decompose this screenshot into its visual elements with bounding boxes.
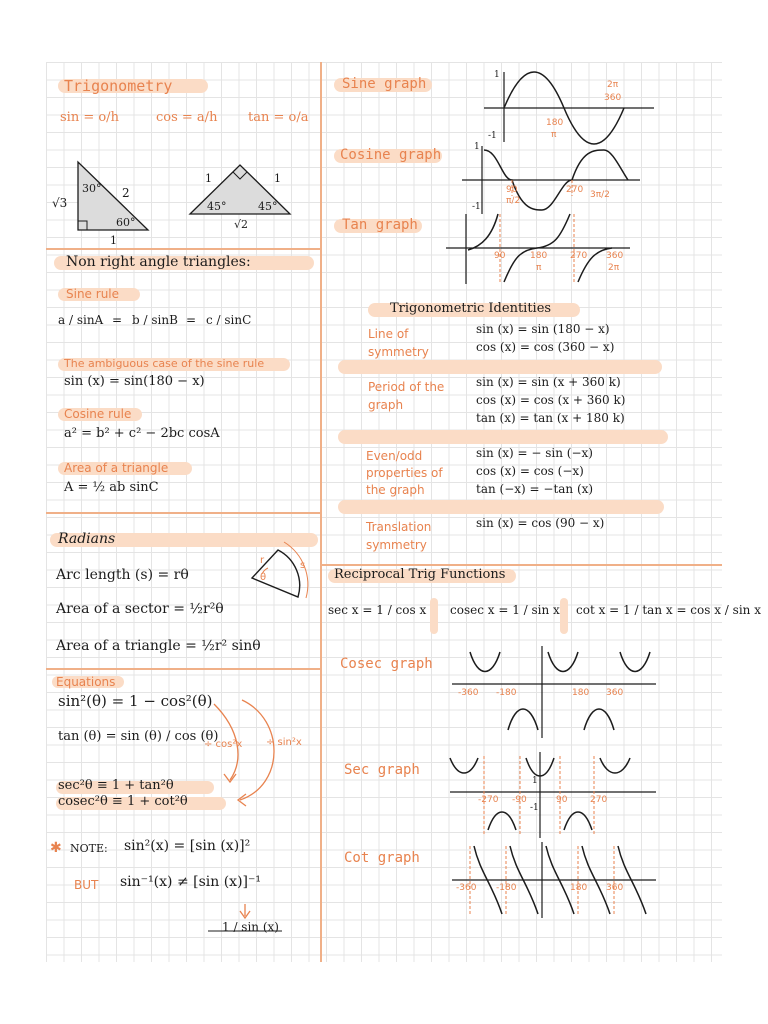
cosec-tick-2: -180 (496, 688, 517, 698)
tan-90: 90 (494, 251, 506, 261)
identity-row-2-line-2: cos (x) = cos (x + 360 k) (476, 393, 626, 407)
sine-rule-title: Sine rule (66, 287, 120, 301)
sec-minus-one: -1 (530, 803, 539, 813)
radians-title: Radians (58, 531, 116, 547)
cosec-tick-1: -360 (458, 688, 479, 698)
eq-1: = (112, 313, 123, 327)
cosine-rule-title: Cosine rule (64, 407, 132, 421)
sine-1: 1 (494, 70, 500, 80)
side-root3: √3 (52, 196, 68, 210)
result-fraction: 1 / sin (x) (222, 920, 279, 934)
cot-tick-1: -360 (456, 883, 477, 893)
angle-45-left: 45° (207, 200, 227, 213)
area-title: Area of a triangle (64, 461, 169, 475)
identity-row-3-line-3: tan (−x) = −tan (x) (476, 482, 594, 496)
area-eq: A = ½ ab sinC (64, 480, 159, 495)
identity-2: tan (θ) = sin (θ) / cos (θ) (58, 729, 219, 744)
identity-row-4-line-1: sin (x) = cos (90 − x) (476, 516, 605, 530)
tri2-left-1: 1 (205, 172, 212, 185)
tri2-right-1: 1 (274, 172, 281, 185)
identity-row-3-label: Even/odd properties of the graph (366, 449, 443, 497)
cos-1: 1 (474, 142, 480, 152)
identity-row-3-line-1: sin (x) = − sin (−x) (476, 446, 593, 460)
identity-sec: sec²θ ≡ 1 + tan²θ (58, 778, 174, 793)
equations-title: Equations (56, 675, 116, 689)
identity-row-2-line-3: tan (x) = tan (x + 180 k) (476, 411, 625, 425)
identity-row-3-line-2: cos (x) = cos (−x) (476, 464, 584, 478)
sector-theta: θ (260, 572, 267, 583)
cos-270: 270 (566, 185, 584, 195)
sine-graph-title: Sine graph (342, 76, 427, 92)
cosec-graph-title: Cosec graph (340, 656, 433, 672)
sine-180: 180 (546, 118, 564, 128)
sec-one: 1 (532, 776, 538, 786)
cosec-tick-4: 360 (606, 688, 624, 698)
tan-graph-title: Tan graph (342, 217, 418, 233)
tan-2pi: 2π (608, 263, 620, 273)
arc-length: Arc length (s) = rθ (56, 567, 189, 583)
sec-graph-title: Sec graph (344, 762, 420, 778)
cot-tick-4: 360 (606, 883, 624, 893)
tan-270: 270 (570, 251, 588, 261)
sine-rule-b: b / sinB (132, 313, 178, 327)
divide-cos: ÷ cos²x (204, 739, 243, 750)
sec-tick-1: -270 (478, 795, 499, 805)
cosine-rule-eq: a² = b² + c² − 2bc cosA (64, 426, 220, 441)
sine-rule-c: c / sinC (206, 313, 252, 327)
identity-row-2-line-1: sin (x) = sin (x + 360 k) (476, 375, 621, 389)
trig-title: Trigonometry (64, 77, 173, 95)
sine-minus-1: -1 (488, 131, 497, 141)
identities-title: Trigonometric Identities (390, 301, 552, 316)
nonright-title: Non right angle triangles: (66, 254, 251, 270)
tan-ratio: tan = o/a (248, 110, 309, 125)
note-label: NOTE: (70, 842, 108, 855)
identity-row-1-label: Line of symmetry (368, 327, 429, 359)
sin-ratio: sin = o/h (60, 110, 119, 125)
identity-row-1-line-2: cos (x) = cos (360 − x) (476, 340, 615, 354)
but-label: BUT (74, 878, 99, 892)
cosec-tick-3: 180 (572, 688, 590, 698)
divide-sin: ÷ sin²x (266, 737, 302, 748)
cos-minus-1: -1 (472, 202, 481, 212)
cos-ratio: cos = a/h (156, 110, 218, 125)
note-eq: sin²(x) = [sin (x)]² (124, 838, 251, 854)
cot-def: cot x = 1 / tan x = cos x / sin x (576, 603, 761, 617)
identity-row-1-line-1: sin (x) = sin (180 − x) (476, 322, 610, 336)
cot-graph-title: Cot graph (344, 850, 420, 866)
ambiguous-eq: sin (x) = sin(180 − x) (64, 374, 205, 389)
identity-cosec: cosec²θ ≡ 1 + cot²θ (58, 794, 188, 809)
side-1: 1 (110, 234, 117, 247)
cos-pi-2: π/2 (506, 196, 521, 206)
angle-60: 60° (116, 216, 136, 229)
cos-90: 90 (506, 185, 518, 195)
angle-45-right: 45° (258, 200, 278, 213)
sec-tick-4: 270 (590, 795, 608, 805)
sine-2pi: 2π (607, 80, 619, 90)
eq-2: = (186, 313, 197, 327)
sec-tick-2: -90 (512, 795, 527, 805)
but-eq: sin⁻¹(x) ≠ [sin (x)]⁻¹ (120, 874, 262, 890)
identity-row-4-label: Translation symmetry (366, 520, 432, 552)
sine-rule-a: a / sinA (58, 313, 104, 327)
cosec-def: cosec x = 1 / sin x (450, 603, 560, 617)
tan-360: 360 (606, 251, 624, 261)
cosine-graph-title: Cosine graph (340, 147, 442, 163)
cot-tick-2: -180 (496, 883, 517, 893)
identity-row-2-label: Period of the graph (368, 380, 445, 412)
triangle-area: Area of a triangle = ½r² sinθ (56, 638, 261, 654)
cot-tick-3: 180 (570, 883, 588, 893)
sector-r: r (260, 555, 265, 566)
sine-360: 360 (604, 93, 622, 103)
tan-180: 180 (530, 251, 548, 261)
reciprocal-title: Reciprocal Trig Functions (334, 567, 506, 582)
cos-3pi-2: 3π/2 (590, 190, 610, 200)
side-2: 2 (122, 186, 130, 200)
sector-s: s (300, 560, 306, 571)
tan-pi: π (536, 263, 542, 273)
sector-area: Area of a sector = ½r²θ (56, 601, 224, 617)
note-star-icon: ✱ (50, 840, 62, 856)
identity-1: sin²(θ) = 1 − cos²(θ) (58, 692, 213, 710)
angle-30: 30° (82, 182, 102, 195)
sec-def: sec x = 1 / cos x (328, 603, 427, 617)
sine-pi: π (551, 130, 557, 140)
tri2-base: √2 (234, 218, 249, 231)
ambiguous-title: The ambiguous case of the sine rule (64, 357, 265, 370)
sec-tick-3: 90 (556, 795, 568, 805)
